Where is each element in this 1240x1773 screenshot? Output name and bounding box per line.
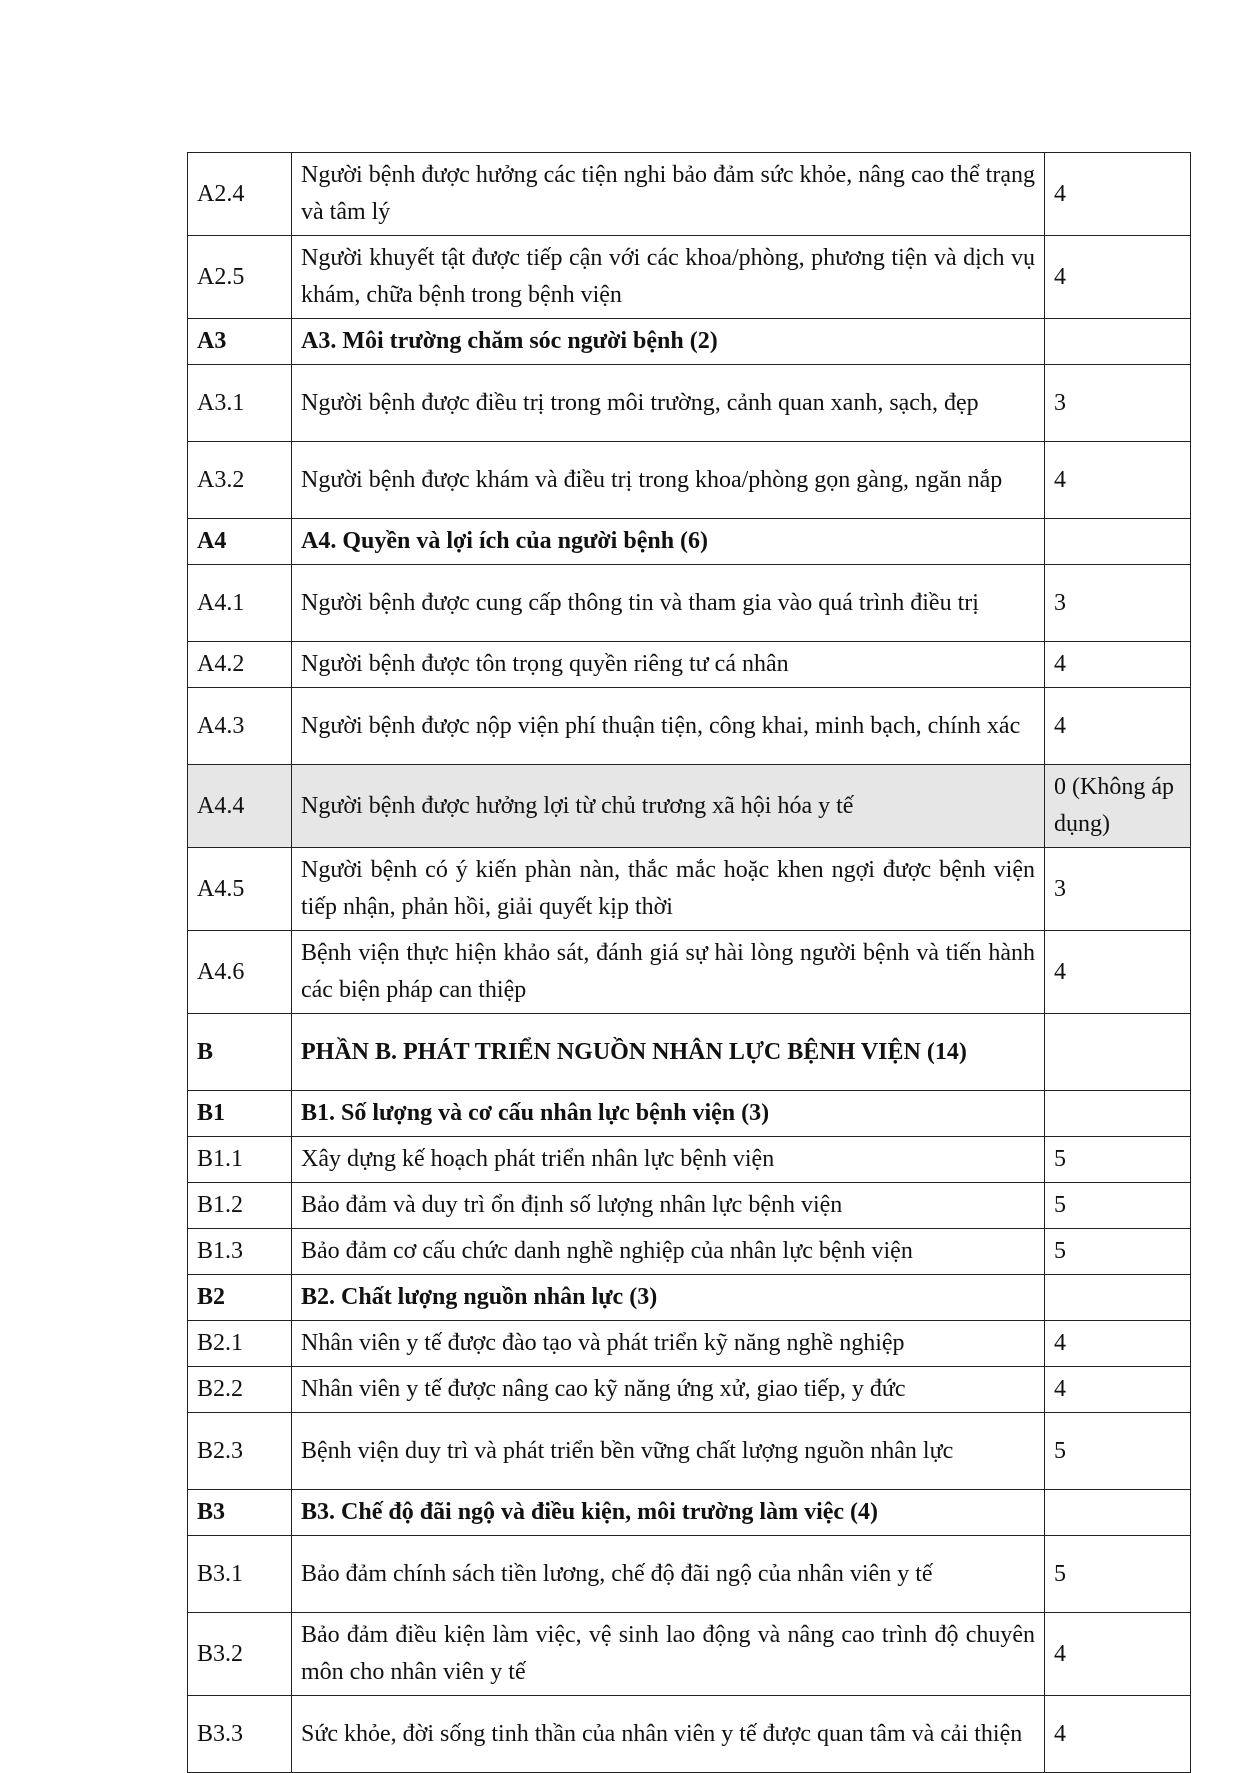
criterion-score: 4 [1045,688,1191,765]
part-title: PHẦN B. PHÁT TRIỂN NGUỒN NHÂN LỰC BỆNH VIỆN (14) [292,1014,1045,1091]
section-row [188,1490,1191,1536]
criterion-text: Người bệnh được tôn trọng quyền riêng tư cá nhân [292,642,1045,688]
section-row [188,1091,1191,1137]
criteria-table [187,152,1191,1773]
section-title: B3. Chế độ đãi ngộ và điều kiện, môi trường làm việc (4) [292,1490,1045,1536]
criterion-text: Bảo đảm cơ cấu chức danh nghề nghiệp của nhân lực bệnh viện [292,1229,1045,1275]
table-row [188,565,1191,642]
section-code: B3 [188,1490,292,1536]
table-row-not-applicable [188,765,1191,848]
section-code: B2 [188,1275,292,1321]
criterion-score: 4 [1045,153,1191,236]
part-code: B [188,1014,292,1091]
criterion-code: A4.3 [188,688,292,765]
section-row [188,319,1191,365]
criterion-score: 4 [1045,1321,1191,1367]
criterion-text: Sức khỏe, đời sống tinh thần của nhân viên y tế được quan tâm và cải thiện [292,1696,1045,1773]
criterion-text: Nhân viên y tế được nâng cao kỹ năng ứng xử, giao tiếp, y đức [292,1367,1045,1413]
section-score [1045,319,1191,365]
criterion-score: 4 [1045,1613,1191,1696]
table-row [188,642,1191,688]
criterion-score: 4 [1045,236,1191,319]
criterion-text: Người khuyết tật được tiếp cận với các khoa/phòng, phương tiện và dịch vụ khám, chữa bệnh trong bệnh viện [292,236,1045,319]
table-row [188,1229,1191,1275]
criterion-code: A4.6 [188,931,292,1014]
criterion-score: 5 [1045,1183,1191,1229]
criterion-code: B3.2 [188,1613,292,1696]
section-score [1045,1091,1191,1137]
table-row [188,1696,1191,1773]
criterion-score: 4 [1045,1696,1191,1773]
criterion-text: Bệnh viện duy trì và phát triển bền vững chất lượng nguồn nhân lực [292,1413,1045,1490]
part-row [188,1014,1191,1091]
section-code: A3 [188,319,292,365]
criterion-score: 4 [1045,1367,1191,1413]
criterion-code: A4.1 [188,565,292,642]
criterion-text: Bảo đảm điều kiện làm việc, vệ sinh lao động và nâng cao trình độ chuyên môn cho nhân viên y tế [292,1613,1045,1696]
section-score [1045,1275,1191,1321]
criterion-text: Người bệnh được hưởng lợi từ chủ trương xã hội hóa y tế [292,765,1045,848]
table-row [188,1137,1191,1183]
section-score [1045,519,1191,565]
criterion-code: A3.1 [188,365,292,442]
criterion-text: Bảo đảm và duy trì ổn định số lượng nhân lực bệnh viện [292,1183,1045,1229]
criterion-code: B1.3 [188,1229,292,1275]
table-row [188,1367,1191,1413]
criterion-code: B2.3 [188,1413,292,1490]
criterion-text: Nhân viên y tế được đào tạo và phát triển kỹ năng nghề nghiệp [292,1321,1045,1367]
section-title: B1. Số lượng và cơ cấu nhân lực bệnh viện (3) [292,1091,1045,1137]
criterion-text: Người bệnh được nộp viện phí thuận tiện, công khai, minh bạch, chính xác [292,688,1045,765]
section-title: A3. Môi trường chăm sóc người bệnh (2) [292,319,1045,365]
criterion-text: Người bệnh có ý kiến phàn nàn, thắc mắc hoặc khen ngợi được bệnh viện tiếp nhận, phản hồi, giải quyết kịp thời [292,848,1045,931]
criterion-score: 4 [1045,931,1191,1014]
section-score [1045,1490,1191,1536]
criterion-code: A2.4 [188,153,292,236]
criterion-score: 5 [1045,1413,1191,1490]
criterion-code: B2.1 [188,1321,292,1367]
criterion-text: Người bệnh được cung cấp thông tin và tham gia vào quá trình điều trị [292,565,1045,642]
criterion-text: Người bệnh được điều trị trong môi trường, cảnh quan xanh, sạch, đẹp [292,365,1045,442]
criterion-score: 3 [1045,365,1191,442]
section-row [188,519,1191,565]
criterion-text: Xây dựng kế hoạch phát triển nhân lực bệnh viện [292,1137,1045,1183]
criterion-code: B1.2 [188,1183,292,1229]
section-code: A4 [188,519,292,565]
table-row [188,365,1191,442]
table-row [188,153,1191,236]
criterion-score: 3 [1045,565,1191,642]
section-row [188,1275,1191,1321]
table-row [188,688,1191,765]
criterion-code: A3.2 [188,442,292,519]
criterion-text: Người bệnh được khám và điều trị trong khoa/phòng gọn gàng, ngăn nắp [292,442,1045,519]
criterion-code: B3.3 [188,1696,292,1773]
criterion-text: Bệnh viện thực hiện khảo sát, đánh giá sự hài lòng người bệnh và tiến hành các biện pháp can thiệp [292,931,1045,1014]
table-row [188,1183,1191,1229]
section-code: B1 [188,1091,292,1137]
criterion-score: 4 [1045,442,1191,519]
criterion-score: 5 [1045,1536,1191,1613]
criterion-code: B2.2 [188,1367,292,1413]
table-row [188,931,1191,1014]
criterion-code: A4.2 [188,642,292,688]
criterion-score: 5 [1045,1137,1191,1183]
section-title: A4. Quyền và lợi ích của người bệnh (6) [292,519,1045,565]
part-score [1045,1014,1191,1091]
section-title: B2. Chất lượng nguồn nhân lực (3) [292,1275,1045,1321]
table-row [188,1321,1191,1367]
table-row [188,442,1191,519]
criterion-code: B1.1 [188,1137,292,1183]
criterion-text: Bảo đảm chính sách tiền lương, chế độ đãi ngộ của nhân viên y tế [292,1536,1045,1613]
criterion-code: A4.5 [188,848,292,931]
table-row [188,1536,1191,1613]
table-row [188,236,1191,319]
table-row [188,848,1191,931]
criterion-code: A2.5 [188,236,292,319]
criterion-code: A4.4 [188,765,292,848]
criterion-score: 0 (Không áp dụng) [1045,765,1191,848]
criterion-score: 5 [1045,1229,1191,1275]
criterion-score: 4 [1045,642,1191,688]
criterion-score: 3 [1045,848,1191,931]
table-row [188,1413,1191,1490]
criterion-code: B3.1 [188,1536,292,1613]
table-row [188,1613,1191,1696]
criterion-text: Người bệnh được hưởng các tiện nghi bảo đảm sức khỏe, nâng cao thể trạng và tâm lý [292,153,1045,236]
